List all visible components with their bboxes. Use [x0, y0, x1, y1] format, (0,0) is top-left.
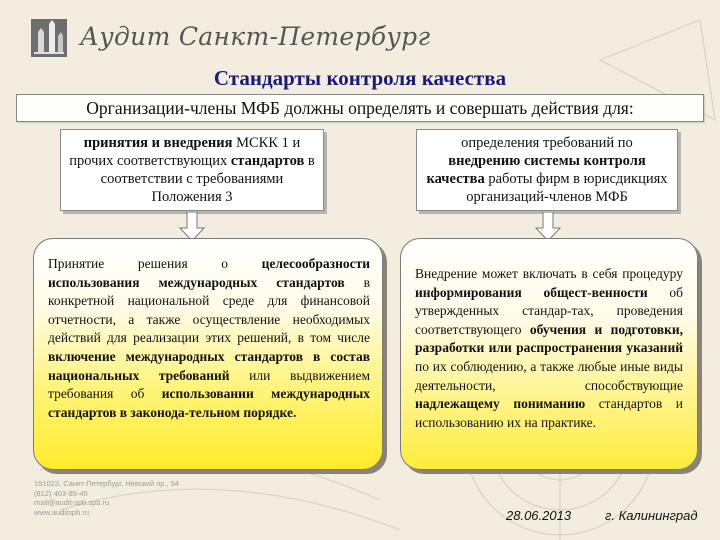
phone-line: (812) 403-85-45 — [34, 488, 88, 498]
implementation-text-4: стандартов и использованию их на практике. — [415, 396, 684, 430]
implementation-bold-2: обучения и подготовки, разработки или распространения указаний — [415, 321, 684, 356]
implementation-text-1: Внедрение может включать в себя процедуру — [415, 266, 683, 281]
footer-date: 28.06.2013 — [506, 508, 572, 523]
subtitle-box — [16, 94, 704, 122]
requirements-bold-1: внедрению системы контроля качества — [426, 153, 646, 187]
implementation-text-3: по их соблюдению, а также любые иные виды деятельности, способствующие — [415, 358, 683, 393]
decision-bold-3: использовании международных стандартов в законода-тельном порядке. — [48, 386, 370, 420]
adoption-box — [60, 129, 324, 211]
decision-text-2: в конкретной национальной среде для финансовой отчетности, а также осуществление необходимых действий для реализации этих решений, в том числе — [48, 274, 370, 346]
requirements-text-1: определения требований по — [461, 135, 633, 151]
decision-panel — [33, 238, 383, 470]
contact-address — [34, 479, 179, 517]
adoption-text — [69, 134, 315, 206]
page-title: Стандарты контроля качества — [213, 66, 507, 90]
subtitle-text: Организации-члены МФБ должны определять и совершать действия для: — [86, 97, 634, 118]
email-line: mail@audit-spb.spb.ru — [34, 498, 110, 508]
adoption-bold-2: стандартов — [230, 153, 305, 169]
decision-text-3: или выдвижением требования об — [48, 367, 370, 402]
adoption-text-2: МСКК 1 и прочих соответствующих — [69, 135, 301, 169]
website-line: www.auditspb.ru — [34, 507, 90, 517]
requirements-text — [425, 134, 669, 206]
implementation-panel — [400, 238, 698, 470]
requirements-text-2: работы фирм в юрисдикциях организаций-членов МФБ — [466, 171, 668, 205]
requirements-box — [416, 129, 678, 211]
adoption-bold-1: принятия и внедрения — [83, 135, 233, 151]
decision-text-1: Принятие решения о — [48, 256, 262, 271]
footer-city: г. Калининград — [605, 508, 698, 523]
adoption-text-3: в соответствии с требованиями Положения 3 — [100, 153, 315, 205]
decision-bold-1: целесообразности использования международных стандартов — [48, 256, 370, 290]
address-line: 191023, Санкт-Петербург, Невский пр., 54 — [34, 479, 180, 488]
implementation-bold-1: информирования общест-венности — [415, 284, 648, 300]
logo-icon — [30, 18, 68, 58]
implementation-text-2: об утвержденных стандар-тах, проведения соответствующего — [415, 284, 683, 337]
brand-name: Аудит Санкт-Петербург — [80, 22, 431, 51]
decision-bold-2: включение международных стандартов в состав национальных требований — [48, 348, 370, 383]
implementation-bold-3: надлежащему пониманию — [415, 396, 586, 412]
